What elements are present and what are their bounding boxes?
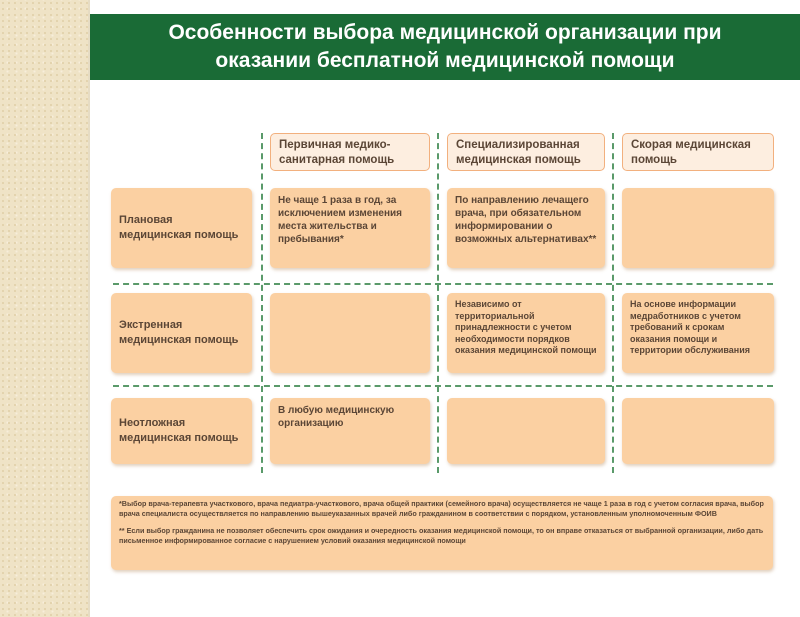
sidebar-divider [88,0,90,617]
row-header-urgent-care: Неотложная медицинская помощь [111,398,252,464]
column-header-emergency-ambulance: Скорая медицинская помощь [622,133,774,171]
cell-planned-specialized: По направлению лечащего врача, при обязательном информировании о возможных альтернативах** [447,188,605,268]
page-title [168,19,721,75]
footnote-2: ** Если выбор гражданина не позволяет обеспечить срок ожидания и очередность оказания медицинской помощи, то он вправе отказаться от выбранной организации, либо дать письменное информированное согласие с нарушением условий оказания медицинской помощи [119,526,764,545]
grid-line-vertical-1 [261,133,263,473]
cell-urgent-ambulance [622,398,774,464]
row-header-emergency-care: Экстренная медицинская помощь [111,293,252,373]
footnote-1: *Выбор врача-терапевта участкового, врача педиатра-участкового, врача общей практики (семейного врача) осуществляется не чаще 1 раза в год с учетом согласия врача, выбор врача специалиста осуществляется по направлению вышеуказанных врачей либо гражданином в соответствии с порядком, установленным уполномоченным ФОИВ [119,499,764,518]
cell-urgent-primary: В любую медицинскую организацию [270,398,430,464]
grid-line-horizontal-2 [113,385,773,387]
grid-line-vertical-2 [437,133,439,473]
cell-emergency-primary [270,293,430,373]
cell-emergency-ambulance: На основе информации медработников с учетом требований к срокам оказания помощи и территории обслуживания [622,293,774,373]
title-banner [90,14,800,80]
grid-line-vertical-3 [612,133,614,473]
grid-line-horizontal-1 [113,283,773,285]
cell-emergency-specialized: Независимо от территориальной принадлежности с учетом необходимости порядков оказания медицинской помощи [447,293,605,373]
footnotes-box [111,496,773,570]
row-header-planned-care: Плановая медицинская помощь [111,188,252,268]
cell-planned-primary: Не чаще 1 раза в год, за исключением изменения места жительства и пребывания* [270,188,430,268]
title-line-2: оказании бесплатной медицинской помощи [215,49,675,72]
cell-planned-ambulance [622,188,774,268]
column-header-specialized-care: Специализированная медицинская помощь [447,133,605,171]
cell-urgent-specialized [447,398,605,464]
decorative-sidebar [0,0,88,617]
column-header-primary-care: Первичная медико-санитарная помощь [270,133,430,171]
title-line-1: Особенности выбора медицинской организации при [168,21,722,44]
